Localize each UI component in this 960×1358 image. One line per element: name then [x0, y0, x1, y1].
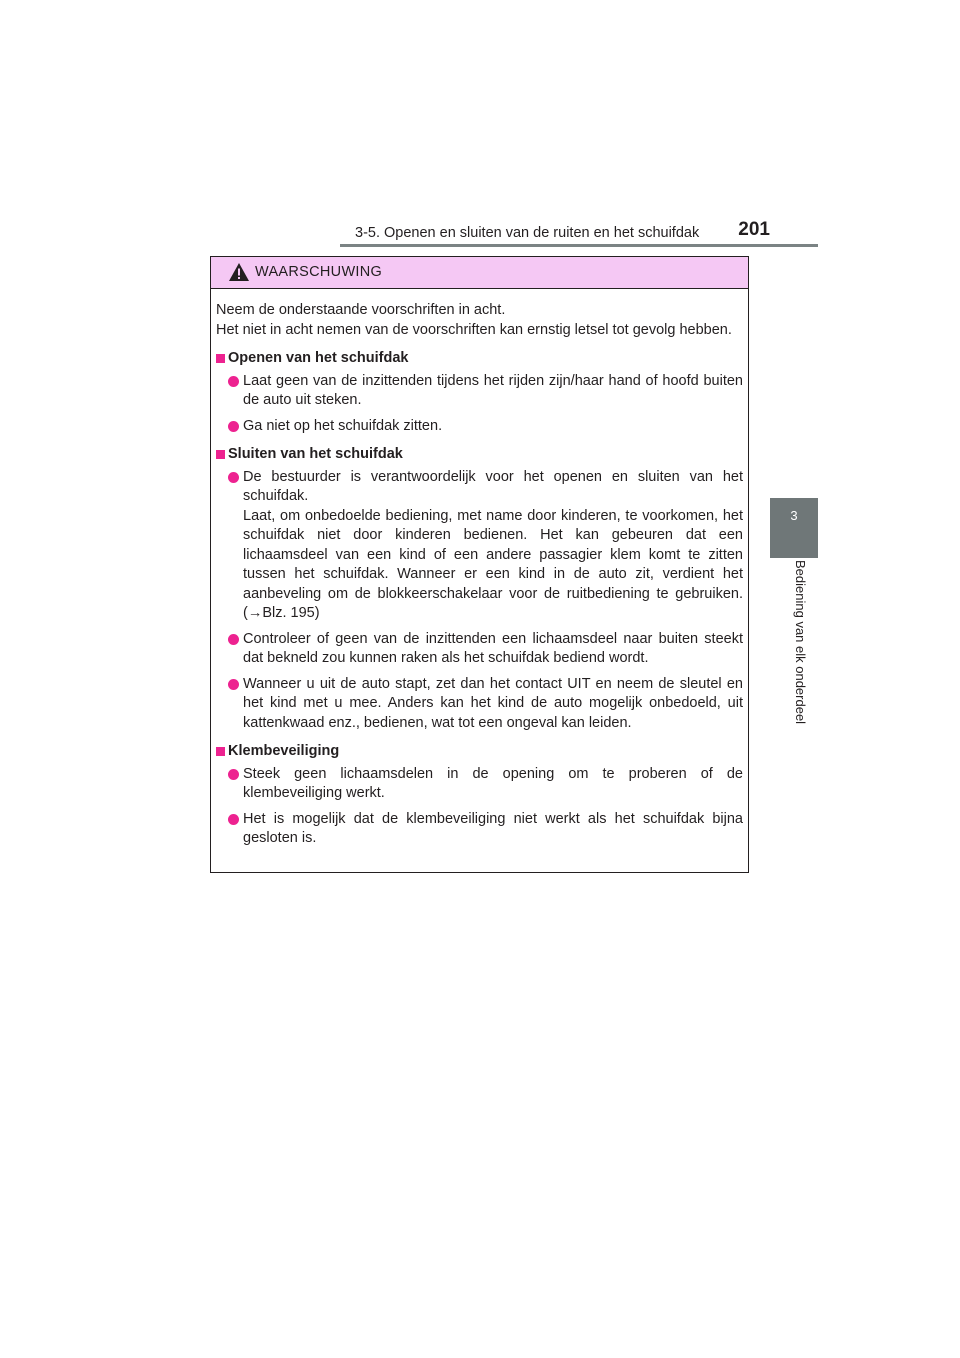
section-heading: Openen van het schuifdak — [216, 349, 743, 369]
warning-box — [210, 256, 749, 873]
bullet-text: Controleer of geen van de inzittenden een lichaamsdeel naar buiten steekt dat bekneld zou kunnen raken als het schuifdak bediend wordt. — [243, 630, 743, 666]
chapter-number: 3 — [790, 508, 798, 523]
bullet-item — [216, 810, 743, 849]
warning-triangle-icon — [228, 262, 250, 282]
section-title: 3-5. Openen en sluiten van de ruiten en het schuifdak — [355, 225, 700, 241]
bullet-text: Het is mogelijk dat de klembeveiliging niet werkt als het schuifdak bijna gesloten is. — [243, 810, 743, 846]
chapter-side-label — [793, 560, 813, 750]
bullet-item — [216, 675, 743, 734]
bullet-item — [216, 765, 743, 804]
bullet-text: Wanneer u uit de auto stapt, zet dan het contact UIT en neem de sleutel en het kind met u mee. Anders kan het kind de auto mogelijk onbedoeld, uit kattenkwaad enz., bedienen, wat tot een ongeval kan leiden. — [243, 675, 743, 731]
intro-line: Neem de onderstaande voorschriften in acht. — [216, 302, 506, 318]
bullet-text: De bestuurder is verantwoordelijk voor het openen en sluiten van het schuifdak. — [243, 468, 743, 504]
warning-header — [211, 257, 748, 289]
warning-body — [211, 289, 748, 849]
section-heading: Klembeveiliging — [216, 742, 743, 762]
warning-intro — [216, 301, 743, 340]
intro-line: Het niet in acht nemen van de voorschriften kan ernstig letsel tot gevolg hebben. — [216, 321, 732, 338]
bullet-text: Laat geen van de inzittenden tijdens het rijden zijn/haar hand of hoofd buiten de auto uit steken. — [243, 372, 743, 408]
chapter-tab — [770, 498, 818, 558]
header-rule — [340, 244, 818, 247]
bullet-item — [216, 630, 743, 669]
bullet-text: Laat, om onbedoelde bediening, met name door kinderen, te voorkomen, het schuifdak niet door kinderen bedienen. Het kan gebeuren dat een lichaamsdeel van een kind of een andere passagier klem komt te zitten tussen het schuifdak. Wanneer er een kind in de auto zit, verdient het aanbeveling om de blokkeerschakelaar voor de ruitbediening te gebruiken. (→Blz. 195) — [243, 507, 743, 621]
bullet-text: Ga niet op het schuifdak zitten. — [243, 417, 443, 434]
page-header — [340, 219, 770, 244]
bullet-item — [216, 417, 743, 437]
bullet-item — [216, 372, 743, 411]
warning-title: WAARSCHUWING — [255, 264, 383, 280]
bullet-text: Steek geen lichaamsdelen in de opening om te proberen of de klembeveiliging werkt. — [243, 765, 743, 801]
page-number: 201 — [738, 219, 770, 240]
bullet-item — [216, 468, 743, 624]
chapter-label: Bediening van elk onderdeel — [793, 560, 808, 725]
section-heading: Sluiten van het schuifdak — [216, 445, 743, 465]
